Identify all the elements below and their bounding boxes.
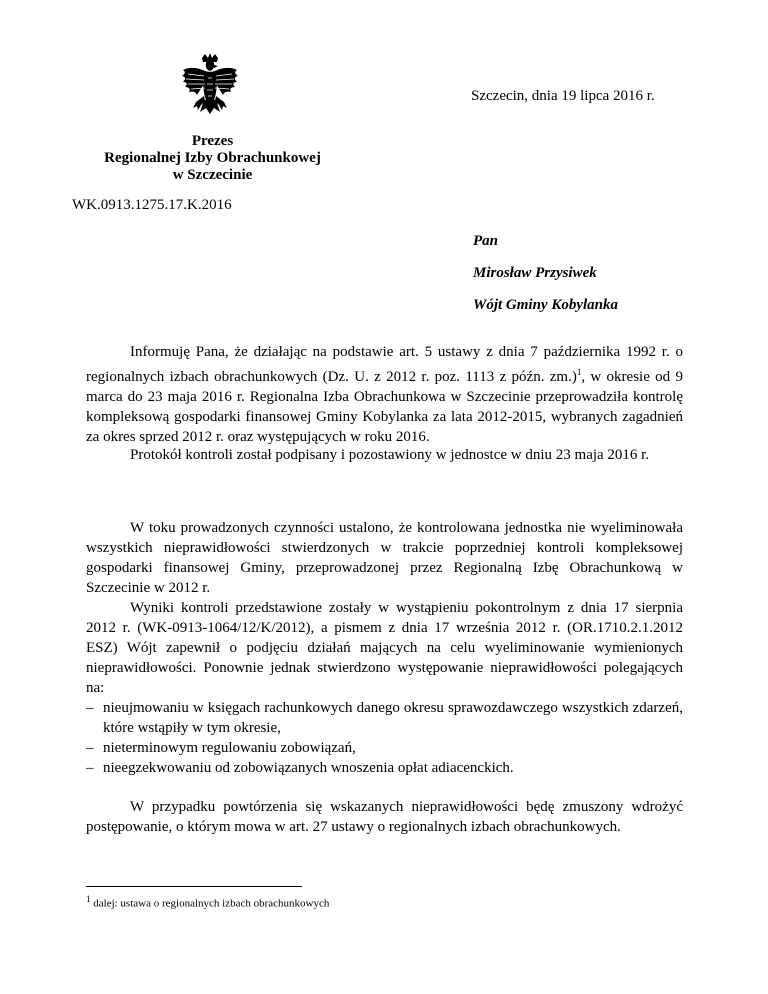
paragraph-warning: W przypadku powtórzenia się wskazanych nieprawidłowości będę zmuszony wdrożyć postępowanie, o którym mowa w art. 27 ustawy o regionalnych izbach obrachunkowych. bbox=[86, 799, 683, 835]
paragraph-intro-start: Informuję Pana, że działając na podstawie art. 5 ustawy z dnia 7 października 1992 r. o regionalnych izbach obrachunkowych (Dz. U. z 2012 r. poz. 1113 z późn. zm.) bbox=[86, 344, 683, 385]
paragraph-protocol: Protokół kontroli został podpisany i pozostawiony w jednostce w dniu 23 maja 2016 r. bbox=[130, 447, 650, 463]
office-line-location: w Szczecinie bbox=[172, 167, 253, 183]
list-item-text: nieterminowym regulowaniu zobowiązań, bbox=[103, 740, 356, 756]
paragraph-intro bbox=[86, 342, 683, 447]
footnote-divider bbox=[86, 886, 302, 887]
footnote-marker: 1 bbox=[86, 894, 91, 904]
list-item bbox=[86, 698, 683, 738]
footnote-reference: 1 bbox=[576, 367, 582, 377]
recipient-title: Wójt Gminy Kobylanka bbox=[473, 297, 619, 313]
reference-number: WK.0913.1275.17.K.2016 bbox=[72, 197, 232, 213]
footnote bbox=[86, 894, 329, 910]
irregularities-list bbox=[86, 698, 683, 778]
recipient-name: Mirosław Przysiwek bbox=[473, 265, 597, 281]
list-item-text: nieujmowaniu w księgach rachunkowych danego okresu sprawozdawczego wszystkich zdarzeń, które wstąpiły w tym okresie, bbox=[103, 700, 683, 736]
recipient-salutation: Pan bbox=[473, 233, 499, 249]
paragraph-findings: W toku prowadzonych czynności ustalono, że kontrolowana jednostka nie wyeliminowała wszystkich nieprawidłowości stwierdzonych w trakcie poprzedniej kontroli kompleksowej gospodarki finansowej Gminy, przeprowadzonej przez Regionalną Izbę Obrachunkową w Szczecinie w 2012 r. bbox=[86, 520, 683, 596]
paragraph-previous-results: Wyniki kontroli przedstawione zostały w wystąpieniu pokontrolnym z dnia 17 sierpnia 2012 r. (WK-0913-1064/12/K/2012), a pismem z dnia 17 września 2012 r. (OR.1710.2.1.2012 ESZ) Wójt zapewnił o podjęciu działań mających na celu wyeliminowanie wymienionych nieprawidłowości. Ponownie jednak stwierdzono występowanie nieprawidłowości polegających na: bbox=[86, 600, 683, 696]
list-item bbox=[86, 738, 683, 758]
list-item-text: nieegzekwowaniu od zobowiązanych wnoszenia opłat adiacenckich. bbox=[103, 760, 514, 776]
issuing-office bbox=[60, 133, 365, 184]
white-eagle-emblem-icon bbox=[180, 52, 240, 124]
list-item bbox=[86, 758, 683, 778]
paragraph-intro-end: , w okresie od 9 marca do 23 maja 2016 r. Regionalna Izba Obrachunkowa w Szczecinie przeprowadziła kontrolę kompleksową gospodarki finansowej Gminy Kobylanka za lata 2012-2015, wybranych zagadnień za okres sprzed 2012 r. oraz występujących w roku 2016. bbox=[86, 369, 683, 445]
office-line-title: Prezes bbox=[191, 133, 234, 149]
place-and-date: Szczecin, dnia 19 lipca 2016 r. bbox=[471, 88, 655, 104]
office-line-institution: Regionalnej Izby Obrachunkowej bbox=[104, 150, 321, 166]
dash-marker: – bbox=[86, 740, 94, 756]
dash-marker: – bbox=[86, 700, 94, 716]
footnote-text: dalej: ustawa o regionalnych izbach obrachunkowych bbox=[90, 897, 330, 910]
dash-marker: – bbox=[86, 760, 94, 776]
